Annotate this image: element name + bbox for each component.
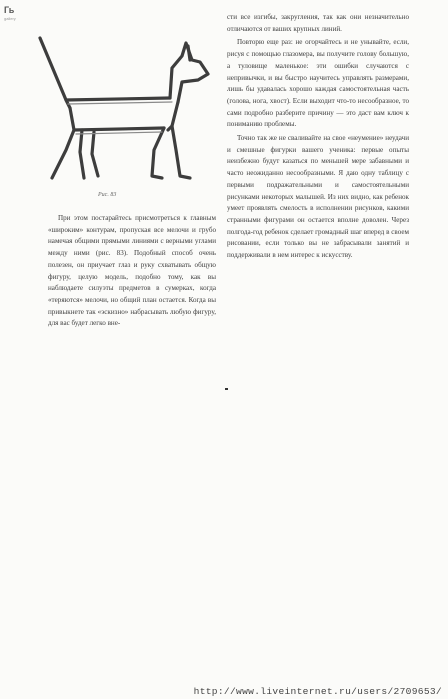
corner-logo bbox=[4, 6, 16, 21]
paragraph: Повторю еще раз: не огорчайтесь и не унывайте, если, рисуя с помощью глазомера, вы получите голову большую, а туловище маленькое: эти ошибки случаются с непривычки, и вы быстро научитесь управлять размерами, лишь бы удавалась хорошо каждая самостоятельная часть (голова, нога, хвост). Если выходит что-то несообразное, то сами подробно разберите причину — это даст вам ключ к пониманию проблемы. bbox=[227, 38, 409, 129]
figure-83 bbox=[22, 18, 220, 198]
corner-logo-sub: gallery bbox=[4, 16, 16, 21]
paragraph: сти все изгибы, закругления, так как они незначительно отличаются от ваших крупных линий. bbox=[227, 13, 409, 33]
figure-caption: Рис. 83 bbox=[98, 192, 117, 198]
left-text-column bbox=[48, 213, 216, 330]
paragraph: При этом постарайтесь присмотреться к главным «широким» контурам, пропуская все мелочи и грубо намечая общими прямыми линиями с верными углами между ними (рис. 83). Подобный способ очень полезен, он приучает глаз и руку схватывать общую фигуру, целую модель, подобно тому, как вы наблюдаете силуэты предметов в сумерках, когда «теряются» мелочи, но общий план остается. Когда вы привыкнете так «эскизно» набрасывать любую фигуру, для вас будет легко вне- bbox=[48, 214, 216, 328]
corner-logo-letters: Гь bbox=[4, 5, 15, 15]
page-mark bbox=[225, 388, 228, 390]
paragraph: Точно так же не сваливайте на свое «неумение» неудачи и смешные фигурки вашего ученика: первые опыты неизбежно будут казаться по меньшей мере забавными и часто неожиданно несообразными. Я даю одну таблицу с первыми подражательными и самостоятельными рисунками некоторых малышей. Из них видно, как ребенок умеет проявлять смелость в исполнении рисунков, какими странными фигурами он остается вполне доволен. Через полгода-год ребенок сделает громадный шаг вперед в своем рисовании, если только вы не забрасывали занятий и поддерживали в нем интерес к искусству. bbox=[227, 134, 409, 260]
source-url[interactable]: http://www.liveinternet.ru/users/2709653/ bbox=[193, 686, 442, 697]
right-text-column bbox=[227, 12, 409, 262]
dog-sketch-icon bbox=[22, 18, 220, 188]
